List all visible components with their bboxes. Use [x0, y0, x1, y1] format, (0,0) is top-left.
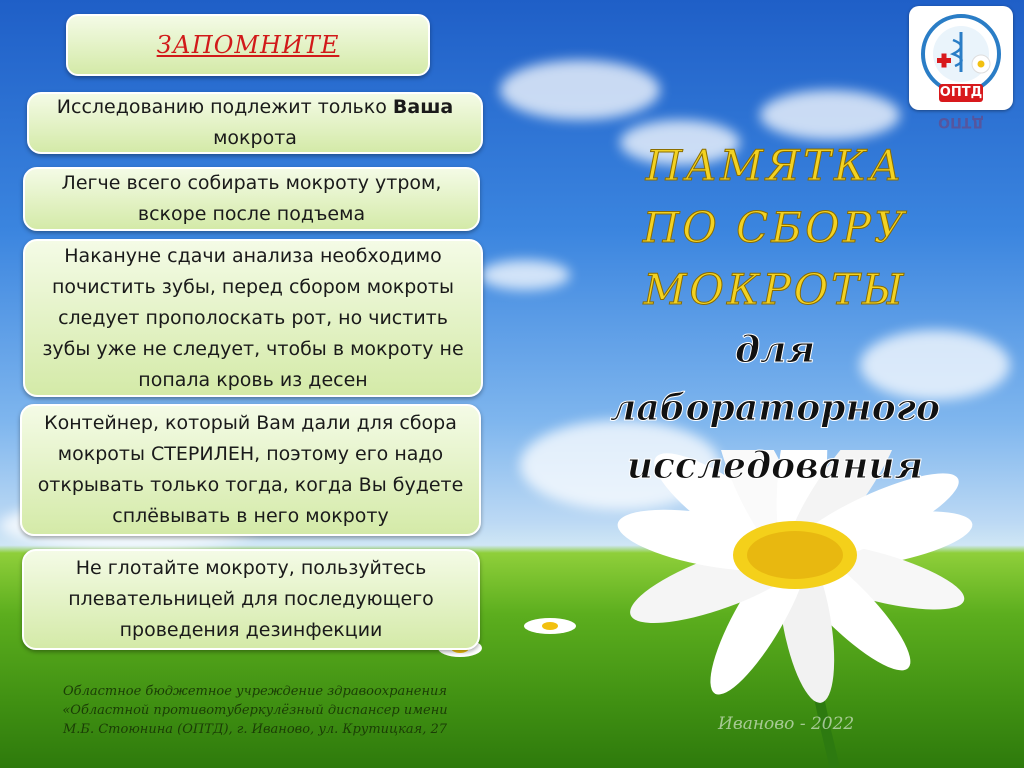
info-card-text: Контейнер, который Вам дали для сбора мокроты СТЕРИЛЕН, поэтому его надо открывать только тогда, когда Вы будете сплёвывать в него мокроту — [37, 412, 464, 527]
card-text-part: мокрота — [213, 127, 297, 149]
optd-logo — [909, 6, 1013, 110]
logo-reflection: ОПТД — [938, 114, 984, 130]
remember-heading — [66, 14, 430, 76]
small-daisy-image — [520, 612, 580, 642]
card-text-bold: Ваша — [392, 96, 454, 118]
title-subline: исследования — [626, 445, 924, 487]
title-line: ПАМЯТКА — [645, 141, 905, 190]
info-card-5 — [22, 549, 480, 650]
memo-title — [565, 135, 985, 495]
footer-line: «Областной противотуберкулёзный диспансер имени — [62, 703, 448, 718]
info-card-text — [39, 92, 471, 154]
info-card-text: Не глотайте мокроту, пользуйтесь плевательницей для последующего проведения дезинфекции — [68, 557, 434, 641]
logo-text: ОПТД — [939, 85, 983, 100]
title-subline: для лабораторного — [610, 329, 940, 429]
card-text-part: Исследованию подлежит только — [56, 96, 393, 118]
info-card-2 — [23, 167, 480, 231]
remember-label: ЗАПОМНИТЕ — [156, 31, 340, 59]
city-year: Иваново - 2022 — [718, 714, 855, 734]
info-card-4 — [20, 404, 481, 536]
footer-line: Областное бюджетное учреждение здравоохранения — [62, 684, 447, 699]
cloud — [760, 90, 900, 140]
title-line: ПО СБОРУ — [642, 203, 908, 252]
info-card-text: Накануне сдачи анализа необходимо почистить зубы, перед сбором мокроты следует прополоскать рот, но чистить зубы уже не следует, чтобы в мокроту не попала кровь из десен — [42, 244, 464, 391]
cloud — [500, 60, 660, 120]
info-card-text: Легче всего собирать мокроту утром, вскоре после подъема — [61, 172, 442, 225]
cloud — [480, 260, 570, 290]
footer-institution — [30, 682, 480, 739]
info-card-1 — [27, 92, 483, 154]
info-card-3 — [23, 239, 483, 397]
title-line: МОКРОТЫ — [643, 265, 907, 314]
footer-line: М.Б. Стоюнина (ОПТД), г. Иваново, ул. Крутицкая, 27 — [62, 722, 448, 737]
